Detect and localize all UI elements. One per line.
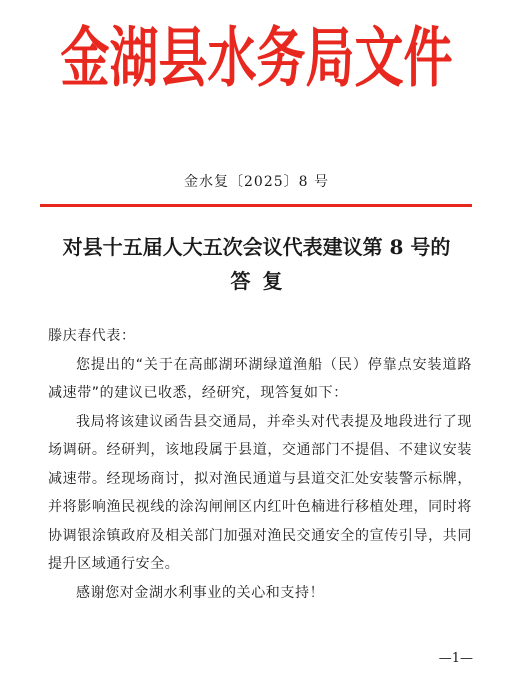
body-paragraph-2: 我局将该建议函告县交通局，并牵头对代表提及地段进行了现场调研。经研判，该地段属于县道，交通部门不提倡、不建议安装减速带。经现场商讨，拟对渔民通道与县道交汇处安装警示标牌，并将影响渔民视线的涂沟闸闸区内红叶色楠进行移植处理，同时将协调银涂镇政府及相关部门加强对渔民交通安全的宣传引导，共同提升区域通行安全。 <box>48 413 472 572</box>
page-number: —1— <box>438 651 473 666</box>
reply-body <box>48 322 472 607</box>
document-number: 金水复〔2025〕8 号 <box>184 174 329 190</box>
red-divider-line <box>40 204 472 207</box>
salutation: 滕庆春代表： <box>48 328 136 344</box>
body-paragraph-3: 感谢您对金湖水利事业的关心和支持！ <box>76 584 325 601</box>
reply-title <box>20 230 493 298</box>
masthead-title: 金湖县水务局文件 <box>60 20 453 96</box>
body-paragraph-1: 您提出的“关于在高邮湖环湖绿道渔船（民）停靠点安装道路减速带”的建议已收悉，经研究，现答复如下： <box>48 356 472 401</box>
reply-title-line-1: 对县十五届人大五次会议代表建议第 8 号的 <box>62 235 451 259</box>
reply-title-line-2: 答复 <box>230 269 295 293</box>
